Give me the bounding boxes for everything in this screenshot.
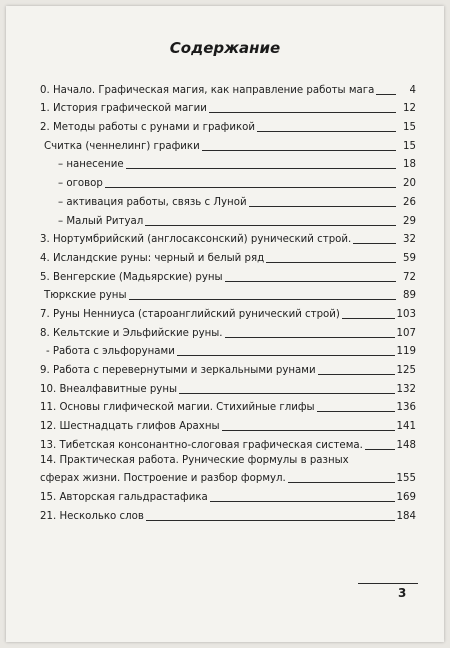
- toc-leader: [105, 187, 396, 188]
- toc-entry: [40, 452, 416, 467]
- toc-entry: [40, 246, 416, 265]
- toc-entry: [40, 115, 416, 134]
- toc-entry-label: 8. Кельтские и Эльфийские руны.: [40, 327, 223, 339]
- toc-entry-page: 15: [403, 140, 416, 152]
- toc-entry: [40, 302, 416, 321]
- toc-entry-page: 148: [396, 439, 416, 451]
- toc-leader: [365, 449, 395, 450]
- toc-entry: [40, 97, 416, 116]
- toc-entry: [40, 396, 416, 415]
- toc-entry-page: 132: [396, 383, 416, 395]
- toc-leader: [209, 112, 396, 113]
- toc-leader: [225, 337, 395, 338]
- toc-entry: [40, 284, 416, 303]
- toc-leader: [257, 131, 396, 132]
- page-title: Содержание: [169, 39, 281, 57]
- table-of-contents: [40, 78, 416, 523]
- toc-entry-page: 136: [396, 402, 416, 414]
- toc-entry-page: 18: [403, 159, 416, 171]
- toc-entry-label: 13. Тибетская консонантно-слоговая графическая система.: [40, 439, 363, 451]
- toc-entry: [40, 321, 416, 340]
- toc-entry: [40, 153, 416, 172]
- toc-entry-page: 15: [403, 122, 416, 134]
- toc-entry: [40, 414, 416, 433]
- page-number-rule: [358, 583, 418, 584]
- toc-entry-label: 15. Авторская гальдрастафика: [40, 492, 208, 504]
- toc-entry: [40, 358, 416, 377]
- toc-entry-page: 169: [396, 492, 416, 504]
- toc-entry-label: - Работа с эльфорунами: [46, 346, 175, 358]
- toc-entry: [40, 190, 416, 209]
- toc-entry-page: 103: [396, 308, 416, 320]
- toc-leader: [126, 168, 396, 169]
- toc-leader: [225, 281, 396, 282]
- toc-leader: [146, 520, 395, 521]
- toc-entry-continuation: [40, 467, 416, 486]
- toc-entry: [40, 265, 416, 284]
- toc-entry-label: 9. Работа с перевернутыми и зеркальными рунами: [40, 365, 316, 376]
- toc-entry-label: – оговор: [58, 178, 103, 190]
- toc-entry-label: 5. Венгерские (Мадьярские) руны: [40, 271, 223, 283]
- toc-leader: [266, 262, 396, 263]
- toc-entry-label: 0. Начало. Графическая магия, как направление работы мага: [40, 84, 375, 96]
- toc-entry-label: 10. Внеалфавитные руны: [40, 383, 178, 395]
- toc-entry-page: 12: [403, 103, 416, 115]
- toc-leader: [318, 374, 395, 375]
- toc-leader: [129, 299, 397, 300]
- toc-entry-page: 125: [396, 365, 416, 376]
- toc-leader: [202, 150, 396, 151]
- toc-entry-label: сферах жизни. Построение и разбор формул.: [40, 473, 286, 485]
- toc-entry-label: Считка (ченнелинг) графики: [44, 140, 200, 152]
- toc-leader: [210, 501, 395, 502]
- toc-entry-label: Тюркские руны: [44, 290, 127, 302]
- toc-entry-page: 141: [396, 421, 416, 433]
- toc-entry-label: – активация работы, связь с Луной: [58, 196, 247, 208]
- toc-entry-label: 11. Основы глифической магии. Стихийные глифы: [40, 402, 315, 414]
- toc-leader: [177, 355, 395, 356]
- toc-entry-page: 29: [403, 215, 416, 227]
- toc-entry-label: 1. История графической магии: [40, 103, 207, 115]
- toc-leader: [288, 482, 395, 483]
- toc-entry-label: 7. Руны Ненниуса (староанглийский рунический строй): [40, 308, 340, 320]
- toc-entry-label: 3. Нортумбрийский (англосаксонский) рунический строй.: [40, 234, 352, 246]
- toc-entry: [40, 209, 416, 228]
- toc-entry: [40, 433, 416, 452]
- toc-entry-label: 2. Методы работы с рунами и графикой: [40, 122, 255, 134]
- toc-entry-page: 155: [396, 473, 416, 485]
- toc-entry-label: 21. Несколько слов: [40, 510, 144, 522]
- toc-entry: [40, 485, 416, 504]
- toc-entry: [40, 78, 416, 97]
- toc-entry-label: 14. Практическая работа. Рунические формулы в разных: [40, 454, 349, 466]
- toc-entry-label: 4. Исландские руны: черный и белый ряд: [40, 252, 265, 264]
- toc-entry: [40, 340, 416, 359]
- toc-leader: [179, 393, 395, 394]
- toc-entry-page: 32: [403, 234, 416, 246]
- page-number: 3: [398, 586, 407, 600]
- toc-entry-page: 20: [403, 178, 416, 190]
- toc-entry-page: 4: [409, 84, 416, 96]
- toc-leader: [376, 94, 396, 95]
- toc-entry-page: 72: [403, 271, 416, 283]
- toc-entry: [40, 134, 416, 153]
- toc-entry-label: – нанесение: [58, 159, 124, 171]
- toc-entry: [40, 377, 416, 396]
- toc-entry-page: 119: [396, 346, 416, 358]
- toc-leader: [222, 430, 395, 431]
- toc-leader: [317, 411, 395, 412]
- toc-entry-page: 184: [396, 510, 416, 522]
- toc-entry-page: 89: [403, 290, 416, 302]
- toc-entry: [40, 504, 416, 523]
- toc-entry-label: – Малый Ритуал: [58, 215, 144, 227]
- toc-entry-page: 26: [403, 196, 416, 208]
- toc-entry-page: 59: [403, 252, 416, 264]
- toc-leader: [249, 206, 396, 207]
- toc-entry: [40, 171, 416, 190]
- toc-entry-label: 12. Шестнадцать глифов Арахны: [40, 421, 220, 433]
- toc-entry: [40, 228, 416, 247]
- toc-leader: [353, 243, 396, 244]
- toc-leader: [145, 225, 396, 226]
- toc-leader: [342, 318, 395, 319]
- toc-entry-page: 107: [396, 327, 416, 339]
- book-page: [6, 6, 444, 642]
